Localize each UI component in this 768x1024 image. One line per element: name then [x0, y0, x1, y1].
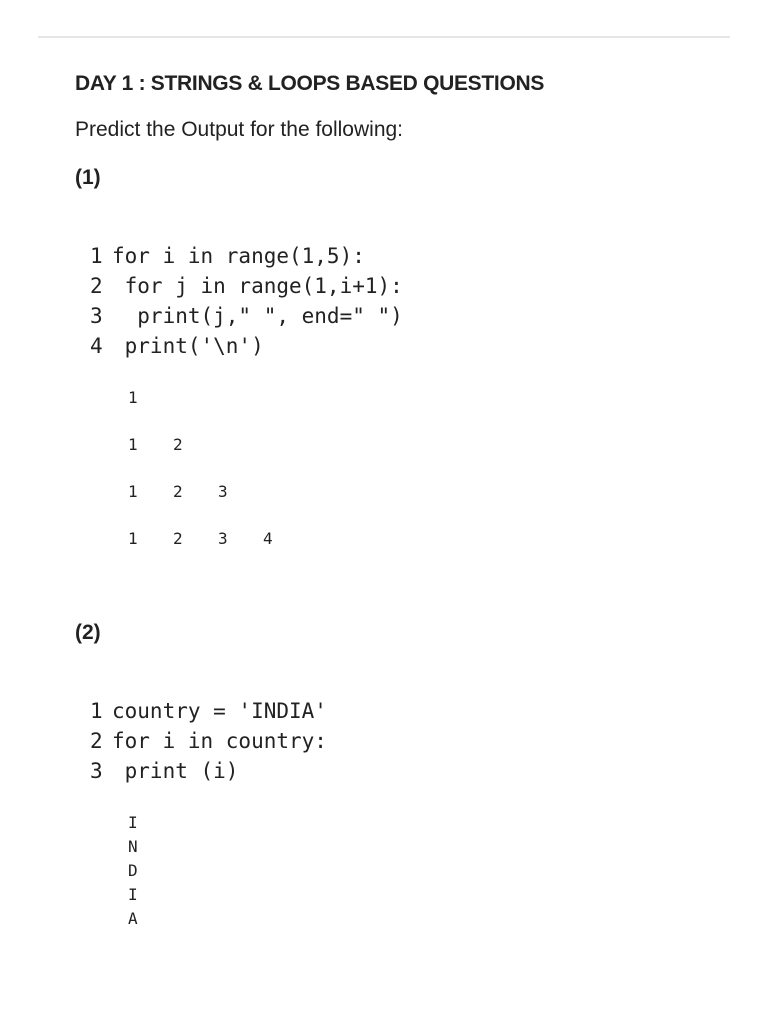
output-value: 3 [218, 482, 228, 501]
page-title: DAY 1 : STRINGS & LOOPS BASED QUESTIONS [75, 72, 545, 95]
code-text: for i in country: [112, 729, 327, 753]
code-line [90, 331, 403, 361]
code-text: print('\n') [112, 334, 264, 358]
output-value: 1 [128, 388, 138, 407]
code-text: for j in range(1,i+1): [112, 274, 403, 298]
output-value: 2 [173, 482, 183, 501]
code-text: for i in range(1,5): [112, 244, 365, 268]
question-1-label: (1) [75, 166, 101, 189]
line-number: 1 [90, 244, 103, 268]
question-2-label: (2) [75, 621, 101, 644]
output-row [128, 529, 308, 549]
line-number: 4 [90, 334, 103, 358]
output-row [128, 482, 263, 502]
code-text: print (i) [112, 759, 239, 783]
question-1-code-block [90, 241, 403, 361]
question-2-output [128, 811, 138, 931]
line-number: 1 [90, 699, 103, 723]
output-value: 2 [173, 435, 183, 454]
output-value: 1 [128, 529, 138, 548]
code-line [90, 756, 327, 786]
output-value: I [128, 885, 138, 904]
output-value: 2 [173, 529, 183, 548]
output-value: 1 [128, 482, 138, 501]
code-line [90, 726, 327, 756]
output-value: 4 [263, 529, 273, 548]
code-line [90, 241, 403, 271]
line-number: 3 [90, 304, 103, 328]
output-value: 3 [218, 529, 228, 548]
code-text: print(j," ", end=" ") [112, 304, 403, 328]
output-row [128, 388, 173, 408]
output-value: 1 [128, 435, 138, 454]
code-text: country = 'INDIA' [112, 699, 327, 723]
question-2-code-block [90, 696, 327, 786]
code-line [90, 696, 327, 726]
intro-text: Predict the Output for the following: [75, 118, 404, 141]
output-value: N [128, 837, 138, 856]
line-number: 3 [90, 759, 103, 783]
line-number: 2 [90, 274, 103, 298]
code-line [90, 271, 403, 301]
output-value: A [128, 909, 138, 928]
output-value: I [128, 813, 138, 832]
line-number: 2 [90, 729, 103, 753]
output-value: D [128, 861, 138, 880]
output-row [128, 435, 218, 455]
top-divider [38, 36, 730, 38]
code-line [90, 301, 403, 331]
